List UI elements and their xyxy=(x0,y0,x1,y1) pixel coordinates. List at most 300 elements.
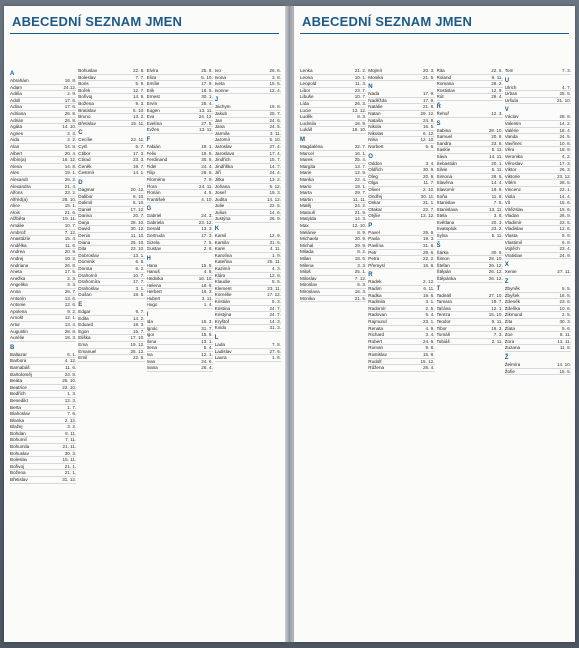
name-text: Andělka xyxy=(10,242,27,248)
name-entry xyxy=(505,141,571,148)
section-letter: Z xyxy=(504,279,509,286)
name-entry xyxy=(505,114,571,121)
name-day-date: 11. 7. xyxy=(423,180,435,186)
name-day-date: 24. 5. xyxy=(269,124,281,130)
name-text: Tomáš xyxy=(436,332,451,338)
name-day-date: 4. 7. xyxy=(562,84,571,90)
name-text: Antonie xyxy=(10,302,26,308)
name-day-date: 30. 1. xyxy=(201,94,213,100)
name-text: Gabriela xyxy=(146,219,164,225)
name-day-date: 23. 4. xyxy=(559,246,571,252)
name-entry xyxy=(437,194,503,201)
name-text: Anežka xyxy=(10,275,26,281)
name-entry xyxy=(10,358,76,365)
name-day-date: 21. 1. xyxy=(64,463,77,469)
name-text: Nikola xyxy=(368,124,382,130)
name-day-date: 1. 7. xyxy=(67,404,77,410)
name-text: Denis xyxy=(78,233,90,239)
name-day-date: 5. 10. xyxy=(269,137,281,143)
name-entry xyxy=(437,180,503,187)
name-day-date: 29. 4. xyxy=(491,94,503,100)
name-day-date: 22. 5. xyxy=(491,68,503,73)
name-day-date: 11. 3. xyxy=(355,81,367,87)
name-text: Jaroslava xyxy=(214,150,235,156)
name-entry xyxy=(368,98,434,105)
name-text: Fidel xyxy=(146,163,157,169)
name-entry xyxy=(368,243,434,250)
name-day-date: 3. 1. xyxy=(135,285,145,291)
name-entry xyxy=(10,378,76,385)
name-day-date: 16. 3. xyxy=(201,289,213,295)
name-entry xyxy=(437,299,503,306)
name-day-date: 27. 5. xyxy=(201,120,213,126)
name-day-date: 9. 3. xyxy=(135,100,145,106)
name-entry xyxy=(215,157,281,164)
name-entry xyxy=(368,187,434,194)
name-text: Mojmír xyxy=(368,68,383,73)
name-entry xyxy=(10,391,76,398)
name-text: Hugo xyxy=(146,302,158,308)
name-text: Kazimír xyxy=(214,266,231,272)
name-entry xyxy=(300,151,366,158)
name-day-date: 31. 7. xyxy=(201,325,213,331)
name-text: Leopold xyxy=(300,81,317,87)
name-day-date: 26. 7. xyxy=(64,289,77,294)
name-text: Justýna xyxy=(214,216,231,222)
name-entry xyxy=(368,91,434,98)
name-day-date: 13. 12. xyxy=(420,213,435,219)
name-entry xyxy=(10,203,76,210)
section-letter: B xyxy=(10,344,15,351)
name-entry xyxy=(437,167,503,174)
name-text: Božena xyxy=(78,100,94,106)
name-text: Boris xyxy=(78,81,89,87)
name-text: Stanislava xyxy=(436,206,458,212)
name-entry xyxy=(10,190,76,197)
name-text: Emílie xyxy=(146,81,160,87)
section-letter: L xyxy=(214,334,219,341)
name-day-date: 30. 6. xyxy=(491,249,503,255)
name-text: Michal xyxy=(300,242,314,248)
name-day-date: 25. 7. xyxy=(269,110,281,116)
name-day-date: 5. 9. xyxy=(562,233,571,239)
name-entry xyxy=(505,134,571,141)
title-rule xyxy=(300,33,569,34)
name-text: Agnes xyxy=(10,130,24,136)
name-day-date: 20. 7. xyxy=(133,213,145,219)
name-day-date: 24. 6. xyxy=(423,338,435,344)
name-entry xyxy=(300,121,366,128)
name-text: Melánie xyxy=(300,229,317,235)
name-text: Zuzana xyxy=(504,345,521,351)
name-day-date: 20. 12. xyxy=(130,186,145,192)
name-day-date: 6. 12. xyxy=(423,130,435,136)
name-entry xyxy=(300,108,366,115)
name-text: Aida xyxy=(10,137,20,143)
name-entry xyxy=(437,319,503,326)
name-text: Adam xyxy=(10,84,23,90)
name-text: Romana xyxy=(436,81,454,87)
name-day-date: 14. 12. xyxy=(266,196,281,202)
name-day-date: 15. 6. xyxy=(559,206,571,212)
name-text: Zdeněk xyxy=(504,299,521,305)
section-letter: N xyxy=(368,84,373,91)
name-entry xyxy=(215,355,281,362)
name-day-date: 15. 11. xyxy=(62,457,77,463)
name-entry xyxy=(368,161,434,168)
name-day-date: 13. 1. xyxy=(201,338,213,344)
name-text: Jindřiška xyxy=(214,163,233,169)
name-entry xyxy=(78,253,144,260)
name-text: Vít xyxy=(504,200,511,206)
name-day-date: 23. 12. xyxy=(556,173,571,179)
name-text: Felix xyxy=(146,150,157,156)
name-day-date: 7. 3. xyxy=(562,68,571,73)
name-day-date: 2. 10. xyxy=(423,186,435,192)
name-day-date: 3. 11. xyxy=(269,130,281,136)
section-letter: T xyxy=(436,285,441,292)
name-day-date: 7. 3. xyxy=(493,332,503,338)
name-day-date: 11. 8. xyxy=(491,193,503,199)
name-day-date: 16. 3. xyxy=(354,289,367,294)
name-text: Naděžda xyxy=(368,97,387,103)
name-day-date: 26. 8. xyxy=(64,117,77,123)
name-entry xyxy=(505,128,571,135)
name-day-date: 28. 6. xyxy=(491,173,503,179)
name-entry xyxy=(78,75,144,82)
name-day-date: 1. 6. xyxy=(272,355,281,361)
name-entry xyxy=(437,68,503,75)
name-text: Lucie xyxy=(300,107,311,113)
name-text: Oskar xyxy=(368,200,381,206)
name-day-date: 15. 12. xyxy=(420,358,435,364)
name-text: Břetislav xyxy=(10,477,28,483)
name-entry xyxy=(368,293,434,300)
name-entry xyxy=(505,91,571,98)
name-day-date: 15. 1. xyxy=(64,203,77,209)
name-text: Baltazar xyxy=(10,351,27,357)
name-entry xyxy=(505,339,571,346)
name-entry xyxy=(368,286,434,293)
name-entry xyxy=(300,164,366,171)
name-entry xyxy=(78,114,144,121)
name-entry xyxy=(10,276,76,283)
name-day-date: 17. 7. xyxy=(133,279,145,285)
name-day-date: 18. 10. xyxy=(352,127,367,133)
name-entry xyxy=(437,128,503,135)
name-entry xyxy=(147,108,213,115)
name-text: Valérie xyxy=(504,127,519,133)
name-text: Oliver xyxy=(368,186,381,192)
name-entry xyxy=(505,180,571,187)
section-letter: P xyxy=(368,222,373,229)
name-day-date: 2. 12. xyxy=(64,417,77,423)
name-text: Zbyněk xyxy=(504,286,520,292)
name-day-date: 18. 4. xyxy=(559,127,571,133)
name-entry xyxy=(368,144,434,151)
name-text: Alexandra xyxy=(10,183,31,189)
name-entry xyxy=(10,405,76,412)
name-entry xyxy=(215,190,281,197)
name-text: Jiří xyxy=(214,170,221,176)
name-day-date: 7. 9. xyxy=(203,176,213,182)
name-text: Pavla xyxy=(368,236,380,242)
name-day-date: 19. 12. xyxy=(130,341,145,347)
name-text: Štefan xyxy=(436,262,450,268)
name-text: Bohdan xyxy=(10,430,26,436)
name-text: Jaromír xyxy=(214,137,231,143)
name-day-date: 27. 10. xyxy=(488,292,503,298)
name-entry xyxy=(147,101,213,108)
name-text: Nina xyxy=(368,137,378,143)
name-day-date: 12. 7. xyxy=(133,87,145,93)
name-day-date: 30. 5. xyxy=(201,157,213,163)
name-entry xyxy=(147,81,213,88)
name-day-date: 22. 10. xyxy=(62,384,77,390)
name-day-date: 10. 7. xyxy=(354,94,367,100)
name-entry xyxy=(437,269,503,276)
name-day-date: 4. 12. xyxy=(64,358,77,364)
name-entry xyxy=(215,299,281,306)
name-entry xyxy=(10,269,76,276)
name-entry xyxy=(10,470,76,477)
name-day-date: 13. 6. xyxy=(64,295,77,301)
name-day-date: 6. 3. xyxy=(357,282,367,288)
name-text: Ignác xyxy=(146,325,158,331)
name-day-date: 3. 8. xyxy=(272,74,281,80)
name-day-date: 12. 3. xyxy=(64,397,77,403)
name-text: Evžen xyxy=(146,127,160,133)
name-entry xyxy=(300,144,366,151)
name-day-date: 18. 5. xyxy=(133,292,145,298)
name-day-date: 17. 5. xyxy=(64,269,77,275)
name-entry xyxy=(215,81,281,88)
name-text: Simona xyxy=(436,173,453,179)
name-text: Roman xyxy=(368,345,384,351)
section-letter: A xyxy=(10,71,15,77)
name-text: Magdaléna xyxy=(300,143,323,149)
name-text: Oleg xyxy=(368,173,378,179)
name-text: Dita xyxy=(78,246,87,252)
name-entry xyxy=(10,170,76,177)
name-entry xyxy=(300,249,366,256)
name-entry xyxy=(437,81,503,88)
name-day-date: 4. 8. xyxy=(203,269,213,275)
name-text: Uršula xyxy=(504,97,519,103)
name-day-date: 30. 11. xyxy=(420,193,435,199)
name-text: Emanuel xyxy=(78,348,97,354)
name-entry xyxy=(10,451,76,458)
name-day-date: 29. 6. xyxy=(423,249,435,255)
name-day-date: 19. 7. xyxy=(133,163,145,169)
name-day-date: 13. 7. xyxy=(354,163,367,169)
name-entry xyxy=(78,226,144,233)
name-text: Darja xyxy=(78,219,90,225)
name-entry xyxy=(147,197,213,204)
name-entry xyxy=(300,296,366,303)
name-text: Marek xyxy=(300,157,313,163)
name-entry xyxy=(78,322,144,329)
name-text: Renata xyxy=(368,325,384,331)
name-day-date: 12. 1. xyxy=(491,305,503,311)
name-day-date: 13. 12. xyxy=(352,107,367,113)
name-day-date: 17. 9. xyxy=(423,97,435,103)
name-day-date: 17. 6. xyxy=(64,104,77,110)
section-letter: Ř xyxy=(436,103,441,110)
name-day-date: 1. 3. xyxy=(67,391,77,397)
name-text: Kristián xyxy=(214,299,231,304)
name-day-date: 6. 2. xyxy=(135,266,145,272)
name-text: Zora xyxy=(504,338,515,344)
name-text: Adolf xyxy=(10,97,21,103)
name-text: Alfons xyxy=(10,190,23,196)
name-entry xyxy=(505,306,571,313)
name-text: Bedřich xyxy=(10,391,26,397)
name-entry xyxy=(300,203,366,210)
name-entry xyxy=(78,240,144,247)
name-text: Zikmund xyxy=(504,312,523,318)
name-day-date: 24. 7. xyxy=(269,312,281,318)
name-text: Ctirad xyxy=(78,157,91,163)
name-columns xyxy=(300,68,571,636)
name-entry xyxy=(437,141,503,148)
name-text: Radovan xyxy=(368,312,387,318)
name-entry xyxy=(78,292,144,299)
name-text: Luděk xyxy=(300,114,313,120)
name-entry xyxy=(147,213,213,220)
name-text: Iveta xyxy=(214,81,225,87)
name-day-date: 19. 1. xyxy=(64,170,77,176)
name-entry xyxy=(147,263,213,270)
section-letter: X xyxy=(504,262,509,269)
name-text: Albín(a) xyxy=(10,157,27,163)
name-text: Božena xyxy=(10,470,26,476)
name-day-date: 22. 8. xyxy=(133,68,145,73)
name-text: Augustin xyxy=(10,328,28,334)
name-day-date: 19. 3. xyxy=(423,236,435,242)
name-text: Vilém xyxy=(504,180,517,186)
name-text: Sebastián xyxy=(436,160,457,166)
name-entry xyxy=(10,216,76,223)
name-entry xyxy=(505,326,571,333)
name-text: Laura xyxy=(214,355,227,361)
name-text: Bořek xyxy=(78,87,91,93)
name-entry xyxy=(215,88,281,95)
name-text: Libor xyxy=(300,87,311,93)
name-text: Anna xyxy=(10,289,21,294)
name-day-date: 12. 9. xyxy=(354,170,367,176)
name-day-date: 29. 9. xyxy=(354,242,367,248)
name-entry xyxy=(505,362,571,369)
name-day-date: 5. 4. xyxy=(203,345,213,351)
name-day-date: 14. 1. xyxy=(133,170,145,176)
name-day-date: 31. 1. xyxy=(423,200,435,206)
name-text: Jan xyxy=(214,117,223,123)
name-day-date: 2. 3. xyxy=(67,275,77,281)
name-text: Jarmila xyxy=(214,130,230,136)
name-text: Boleslav xyxy=(10,457,28,463)
name-text: Klaudie xyxy=(214,279,231,285)
section-letter: S xyxy=(436,120,441,127)
name-entry xyxy=(437,187,503,194)
name-entry xyxy=(78,220,144,227)
name-day-date: 14. 11. xyxy=(489,153,503,159)
name-text: Viktor xyxy=(504,167,517,173)
name-day-date: 13. 2. xyxy=(133,114,145,120)
name-entry xyxy=(147,94,213,101)
name-entry xyxy=(215,104,281,111)
name-day-date: 13. 11. xyxy=(489,206,503,212)
name-day-date: 16. 12. xyxy=(62,157,77,163)
name-entry xyxy=(300,75,366,82)
name-entry xyxy=(147,144,213,151)
name-day-date: 23. 11. xyxy=(267,285,281,291)
name-day-date: 26. 12. xyxy=(488,269,503,275)
name-entry xyxy=(437,233,503,240)
name-text: Jitka xyxy=(214,176,225,182)
name-text: Ambrož xyxy=(10,229,26,235)
name-text: Zdeňka xyxy=(504,305,521,311)
name-text: Boleslav xyxy=(78,74,96,80)
name-text: Stela xyxy=(436,213,447,219)
name-day-date: 19. 1. xyxy=(354,183,367,189)
name-text: Erik xyxy=(146,87,155,93)
name-day-date: 26. 8. xyxy=(64,262,77,268)
name-entry xyxy=(10,302,76,309)
name-day-date: 20. 3. xyxy=(423,68,435,73)
name-entry xyxy=(78,144,144,151)
name-text: Vojtěch xyxy=(504,246,520,252)
name-day-date: 5. 10. xyxy=(201,74,213,80)
name-text: Ladislav xyxy=(214,348,232,354)
name-text: Jáchym xyxy=(214,104,231,110)
name-day-date: 12. 9. xyxy=(269,233,281,239)
name-text: Šimon xyxy=(436,256,450,262)
name-text: Eugen xyxy=(146,107,160,113)
name-day-date: 21. 1. xyxy=(64,470,77,476)
name-entry xyxy=(78,151,144,158)
name-day-date: 15. 7. xyxy=(133,328,145,334)
name-text: Xenie xyxy=(504,269,517,275)
name-day-date: 3. 2. xyxy=(67,424,77,430)
name-entry xyxy=(215,216,281,223)
name-text: Ondřej xyxy=(368,193,383,199)
name-day-date: 26. 2. xyxy=(64,176,77,182)
name-day-date: 26. 12. xyxy=(488,262,503,268)
section-letter: G xyxy=(146,206,152,213)
name-text: Kristina xyxy=(214,305,231,311)
name-entry xyxy=(147,114,213,121)
name-day-date: 10. 2. xyxy=(64,256,77,262)
name-day-date: 11. 10. xyxy=(130,233,145,239)
name-entry xyxy=(437,312,503,319)
name-entry xyxy=(505,299,571,306)
name-entry xyxy=(437,200,503,207)
name-day-date: 21. 5. xyxy=(354,295,367,301)
name-day-date: 14. 2. xyxy=(133,315,145,321)
name-day-date: 5. 12. xyxy=(269,183,281,189)
name-day-date: 5. 10. xyxy=(133,200,145,206)
name-text: Roland xyxy=(436,74,452,80)
name-text: Benedikt xyxy=(10,397,28,403)
section-letter: D xyxy=(78,179,83,186)
name-entry xyxy=(368,332,434,339)
name-entry xyxy=(10,296,76,303)
right-page xyxy=(294,6,575,642)
name-text: Ivan xyxy=(146,358,156,364)
name-text: Kryštof xyxy=(214,318,230,324)
name-day-date: 25. 10. xyxy=(62,378,77,384)
